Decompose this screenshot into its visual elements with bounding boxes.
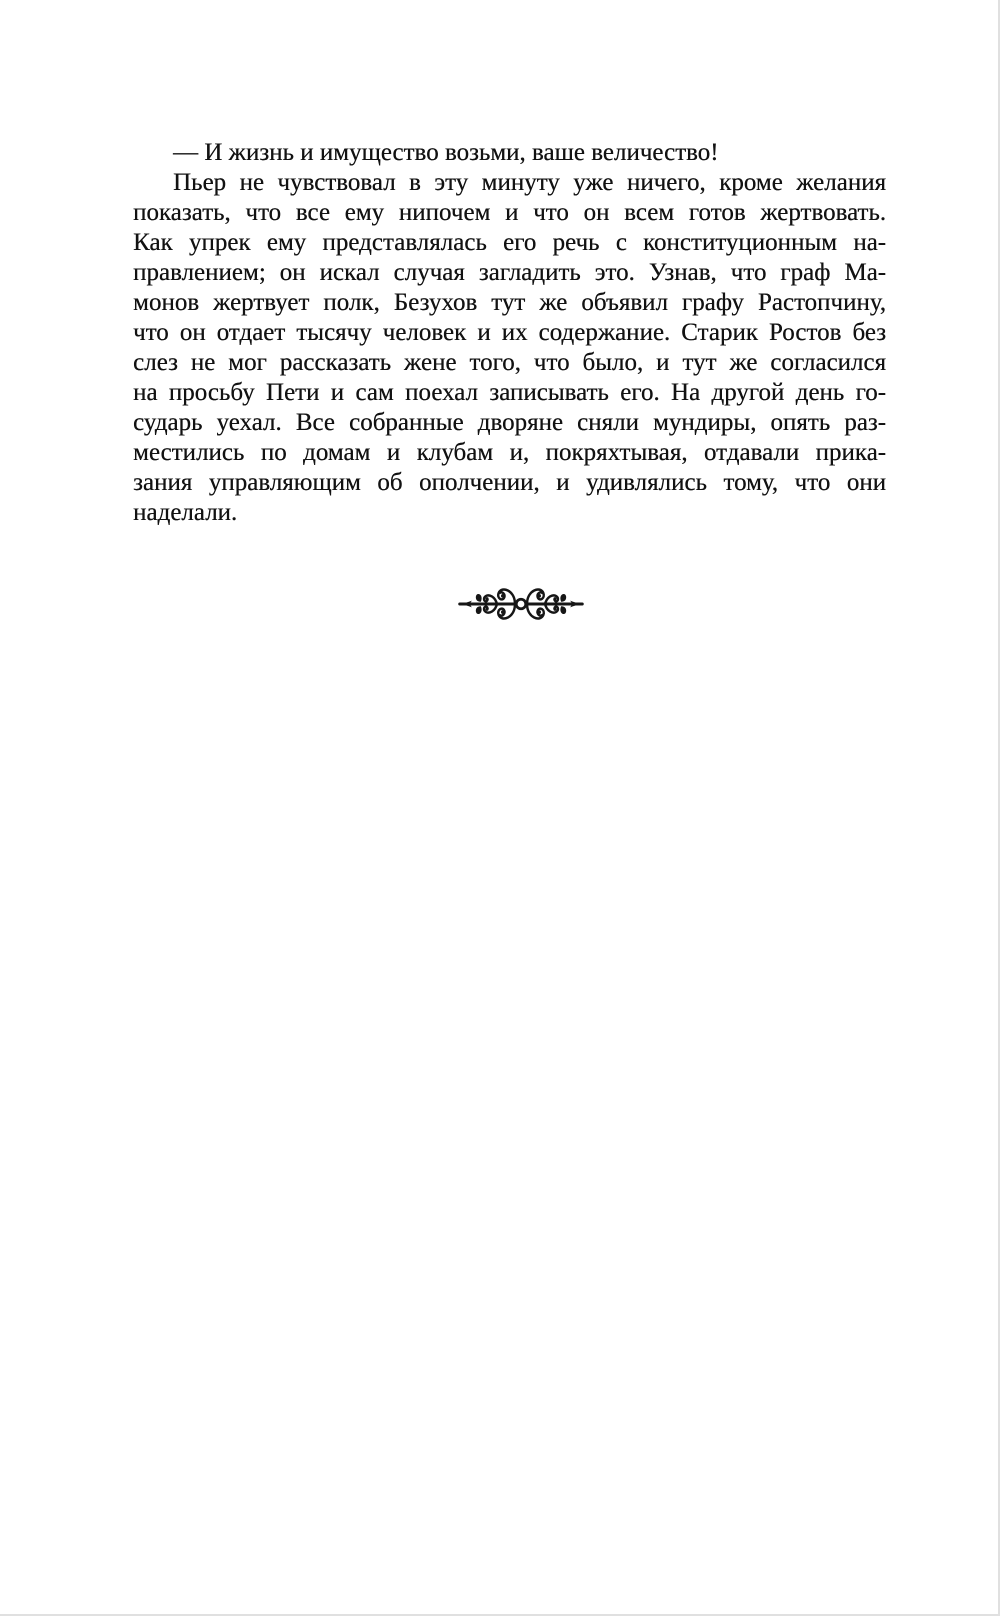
text-line: наделали. — [133, 499, 238, 526]
text-line: монов жертвует полк, Безухов тут же объявил графу Растопчину, — [133, 289, 886, 316]
text-line: показать, что все ему нипочем и что он всем готов жертвовать. — [133, 199, 886, 226]
paragraph-1 — [133, 138, 886, 168]
text-line: правлением; он искал случая загладить это. Узнав, что граф Ма- — [133, 259, 886, 286]
section-divider — [448, 575, 594, 633]
text-line: зания управляющим об ополчении, и удивлялись тому, что они — [133, 469, 886, 496]
text-line: — И жизнь и имущество возьми, ваше величество! — [173, 139, 719, 166]
fleuron-ornament-icon — [448, 575, 594, 633]
body-text — [133, 138, 886, 528]
text-line: Пьер не чувствовал в эту минуту уже ничего, кроме желания — [173, 169, 886, 196]
paragraph-2 — [133, 168, 886, 528]
text-line: что он отдает тысячу человек и их содержание. Старик Ростов без — [133, 319, 886, 346]
text-line: слез не мог рассказать жене того, что было, и тут же согласился — [133, 349, 886, 376]
text-line: сударь уехал. Все собранные дворяне сняли мундиры, опять раз- — [133, 409, 886, 436]
text-line: на просьбу Пети и сам поехал записывать его. На другой день го- — [133, 379, 886, 406]
text-line: местились по домам и клубам и, покряхтывая, отдавали прика- — [133, 439, 886, 466]
text-line: Как упрек ему представлялась его речь с конституционным на- — [133, 229, 886, 256]
